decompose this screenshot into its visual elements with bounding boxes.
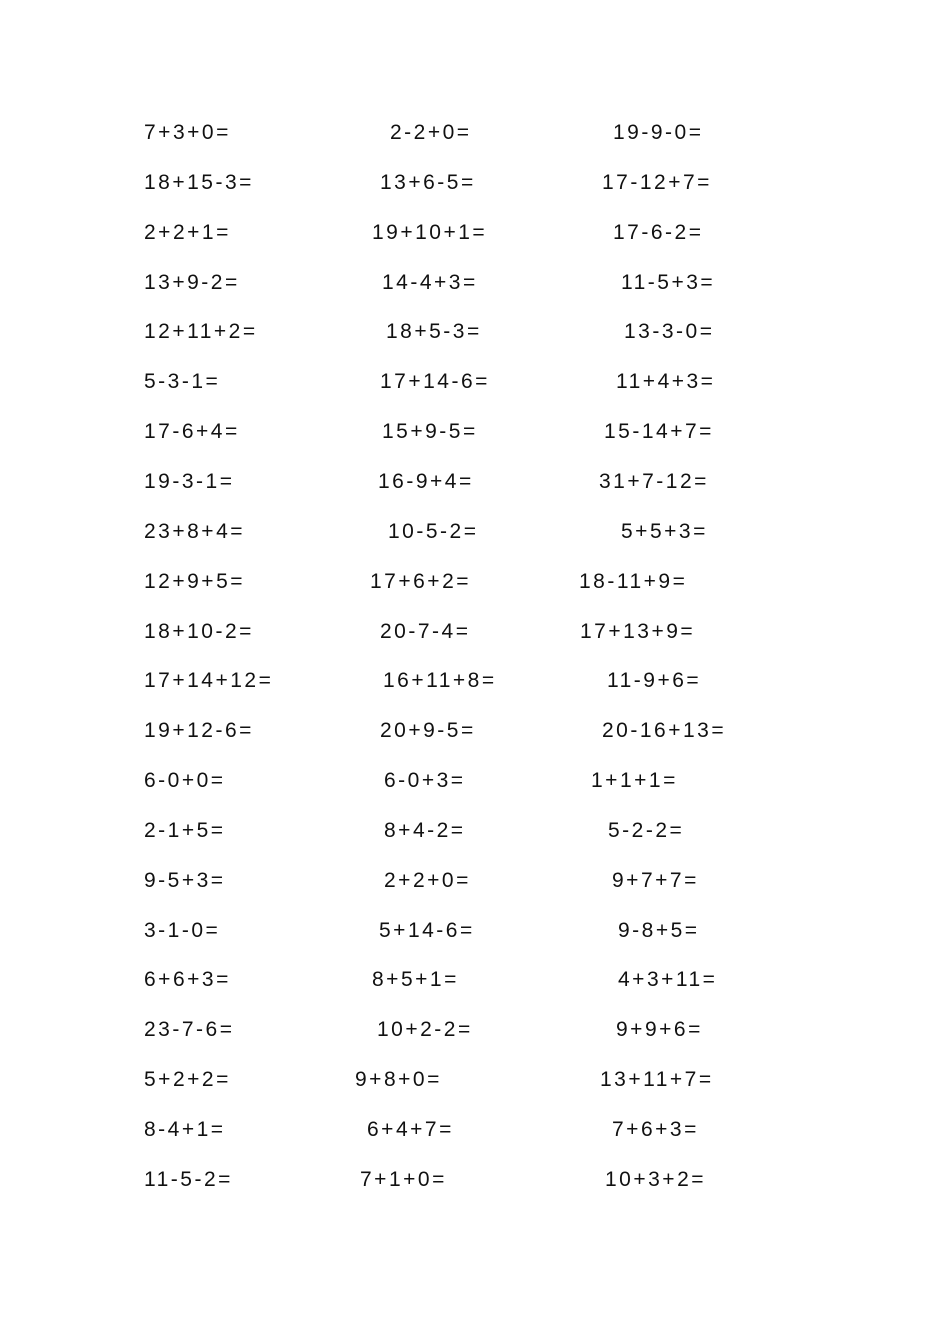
math-problem: 5-3-1= xyxy=(144,370,221,394)
math-problem: 18+15-3= xyxy=(144,170,254,194)
math-problem: 17-12+7= xyxy=(602,170,712,194)
math-problem: 11-9+6= xyxy=(607,669,702,693)
math-problem: 23-7-6= xyxy=(144,1018,235,1042)
math-problem: 6+4+7= xyxy=(367,1118,454,1141)
math-problem: 23+8+4= xyxy=(144,519,246,543)
math-problem: 18+5-3= xyxy=(386,320,482,344)
math-problem: 9-5+3= xyxy=(144,868,226,892)
math-problem: 20+9-5= xyxy=(380,719,476,743)
math-problem: 10+2-2= xyxy=(377,1018,473,1042)
math-problem: 5+2+2= xyxy=(144,1068,231,1092)
math-problem: 17+14-6= xyxy=(380,370,490,394)
math-problem: 11-5+3= xyxy=(621,270,716,294)
math-problem: 19-9-0= xyxy=(613,121,704,144)
math-problem: 9-8+5= xyxy=(618,918,700,942)
math-problem: 8+5+1= xyxy=(372,968,459,992)
math-problem: 2+2+1= xyxy=(144,220,231,244)
math-problem: 5+14-6= xyxy=(379,918,475,942)
math-problem: 7+1+0= xyxy=(360,1167,447,1191)
math-problem: 5+5+3= xyxy=(621,519,708,543)
math-problem: 6-0+3= xyxy=(384,769,466,793)
math-problem: 6+6+3= xyxy=(144,968,231,992)
math-problem: 12+11+2= xyxy=(144,320,258,344)
math-problem: 2-1+5= xyxy=(144,818,226,842)
math-problem: 18+10-2= xyxy=(144,619,254,643)
math-problem: 13+11+7= xyxy=(600,1068,714,1092)
math-problem: 7+6+3= xyxy=(612,1118,699,1141)
math-problem: 15+9-5= xyxy=(382,420,478,444)
math-problem: 17+13+9= xyxy=(580,619,696,643)
math-problem: 18-11+9= xyxy=(579,569,688,593)
math-problem: 17+14+12= xyxy=(144,669,274,693)
math-problem: 31+7-12= xyxy=(599,469,709,493)
math-problem: 14-4+3= xyxy=(382,270,478,294)
math-problem: 10+3+2= xyxy=(605,1167,707,1191)
math-problem: 19+12-6= xyxy=(144,719,254,743)
math-problem: 13+6-5= xyxy=(380,170,476,194)
math-problem: 13+9-2= xyxy=(144,270,240,294)
math-problem: 7+3+0= xyxy=(144,121,231,144)
math-problem: 13-3-0= xyxy=(624,320,715,344)
math-problem: 4+3+11= xyxy=(618,968,718,992)
math-problem: 9+9+6= xyxy=(616,1018,703,1042)
math-problem: 9+8+0= xyxy=(355,1068,442,1092)
math-problem: 2-2+0= xyxy=(390,121,472,144)
math-problem: 1+1+1= xyxy=(591,769,678,793)
math-problem: 10-5-2= xyxy=(388,519,479,543)
math-problem: 17+6+2= xyxy=(370,569,472,593)
math-problem: 16-9+4= xyxy=(378,469,474,493)
math-problem: 17-6+4= xyxy=(144,420,240,444)
math-problem: 11+4+3= xyxy=(616,370,716,394)
math-problem: 17-6-2= xyxy=(613,220,704,244)
math-problem: 16+11+8= xyxy=(383,669,497,693)
math-problem: 8-4+1= xyxy=(144,1118,226,1141)
math-problem: 11-5-2= xyxy=(144,1167,233,1191)
math-problem: 19+10+1= xyxy=(372,220,488,244)
math-problem: 9+7+7= xyxy=(612,868,699,892)
math-problem: 20-7-4= xyxy=(380,619,471,643)
math-problem: 20-16+13= xyxy=(602,719,727,743)
math-problem: 12+9+5= xyxy=(144,569,246,593)
math-problem: 6-0+0= xyxy=(144,769,226,793)
math-problem: 19-3-1= xyxy=(144,469,235,493)
math-problem: 2+2+0= xyxy=(384,868,471,892)
math-problem: 8+4-2= xyxy=(384,818,466,842)
math-problem: 5-2-2= xyxy=(608,818,685,842)
math-problem: 3-1-0= xyxy=(144,918,221,942)
math-problem: 15-14+7= xyxy=(604,420,714,444)
